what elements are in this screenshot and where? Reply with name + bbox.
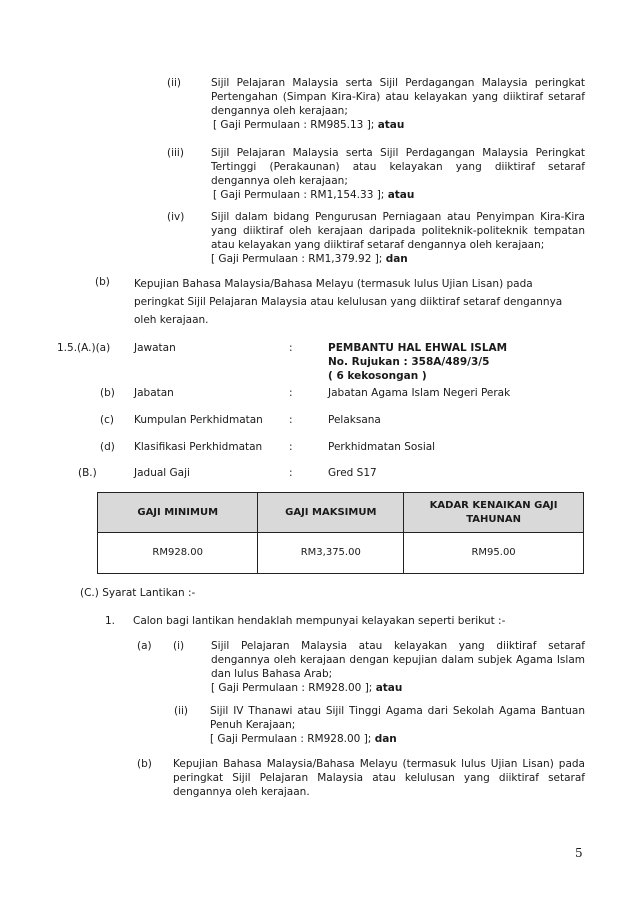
item-iv-marker: (iv) <box>167 211 185 223</box>
syarat-sub-i-conj: atau <box>375 682 403 694</box>
syarat-sub-ii-marker: (ii) <box>174 705 189 717</box>
row-jabatan-value: Jabatan Agama Islam Negeri Perak <box>328 387 511 399</box>
item-ii-body: Sijil Pelajaran Malaysia serta Sijil Perdagangan Malaysia peringkat Pertengahan (Simpan Kira-Kira) atau kelayakan yang diiktiraf setaraf dengannya oleh kerajaan; <box>211 77 585 117</box>
item-ii-gaji: [ Gaji Permulaan : RM985.13 ]; <box>213 119 375 131</box>
syarat-point-text: Calon bagi lantikan hendaklah mempunyai kelayakan seperti berikut :- <box>133 615 506 627</box>
syarat-point-number: 1. <box>105 615 116 627</box>
syarat-sub-ii-body: Sijil IV Thanawi atau Sijil Tinggi Agama dari Sekolah Agama Bantuan Penuh Kerajaan; <box>210 705 585 731</box>
value-gaji-maksimum: RM3,375.00 <box>258 533 404 574</box>
syarat-sub-ii-conj: dan <box>374 733 397 745</box>
item-ii-conj: atau <box>377 119 405 131</box>
value-kadar-kenaikan: RM95.00 <box>404 533 584 574</box>
item-iv-conj: dan <box>385 253 408 265</box>
syarat-a-marker: (a) <box>137 640 152 652</box>
salary-table-row <box>98 533 584 574</box>
syarat-sub-ii-gaji: [ Gaji Permulaan : RM928.00 ]; <box>210 733 372 745</box>
jadual-value: Gred S17 <box>328 467 377 479</box>
syarat-sub-ii-text <box>210 704 585 746</box>
row-klasifikasi-marker: (d) <box>100 441 115 453</box>
row-klasifikasi-label: Klasifikasi Perkhidmatan <box>134 441 263 453</box>
item-iv-gaji: [ Gaji Permulaan : RM1,379.92 ]; <box>211 253 383 265</box>
syarat-heading: (C.) Syarat Lantikan :- <box>80 587 196 599</box>
syarat-b-text: Kepujian Bahasa Malaysia/Bahasa Melayu (termasuk lulus Ujian Lisan) pada peringkat Sijil Pelajaran Malaysia atau kelulusan yang diiktiraf setaraf dengannya oleh kerajaan. <box>173 758 585 798</box>
jadual-marker: (B.) <box>78 467 97 479</box>
page-number: 5 <box>575 846 583 860</box>
item-iii-text <box>211 146 585 202</box>
jadual-label: Jadual Gaji <box>134 467 190 479</box>
item-b-top-marker: (b) <box>95 276 110 288</box>
rujukan-number: No. Rujukan : 358A/489/3/5 <box>328 356 490 368</box>
syarat-sub-i-marker: (i) <box>173 640 185 652</box>
jadual-colon: : <box>289 467 293 479</box>
row-jabatan-marker: (b) <box>100 387 115 399</box>
item-iii-gaji: [ Gaji Permulaan : RM1,154.33 ]; <box>213 189 385 201</box>
syarat-b-marker: (b) <box>137 758 152 770</box>
item-iii-body: Sijil Pelajaran Malaysia serta Sijil Perdagangan Malaysia Peringkat Tertinggi (Perakaunan) atau kelayakan yang diiktiraf setaraf dengannya oleh kerajaan; <box>211 147 585 187</box>
syarat-sub-i-text <box>211 639 585 695</box>
salary-table <box>97 492 584 574</box>
item-ii-text <box>211 76 585 132</box>
syarat-sub-i-body: Sijil Pelajaran Malaysia atau kelayakan yang diiktiraf setaraf dengannya oleh kerajaan dengan kepujian dalam subjek Agama Islam dan lulus Bahasa Arab; <box>211 640 585 680</box>
row-kumpulan-label: Kumpulan Perkhidmatan <box>134 414 263 426</box>
item-b-top-text: Kepujian Bahasa Malaysia/Bahasa Melayu (termasuk lulus Ujian Lisan) pada peringkat Sijil Pelajaran Malaysia atau kelulusan yang diiktiraf setaraf dengannya oleh kerajaan. <box>134 278 563 326</box>
row-jabatan-colon: : <box>289 387 293 399</box>
row-jabatan-label: Jabatan <box>134 387 174 399</box>
jawatan-block <box>328 341 507 383</box>
row-kumpulan-value: Pelaksana <box>328 414 381 426</box>
syarat-sub-i-gaji: [ Gaji Permulaan : RM928.00 ]; <box>211 682 373 694</box>
row-kumpulan-marker: (c) <box>100 414 114 426</box>
jawatan-title: PEMBANTU HAL EHWAL ISLAM <box>328 342 508 354</box>
item-iv-text <box>211 210 585 266</box>
row-klasifikasi-value: Perkhidmatan Sosial <box>328 441 436 453</box>
row-klasifikasi-colon: : <box>289 441 293 453</box>
item-iii-marker: (iii) <box>167 147 184 159</box>
value-gaji-minimum: RM928.00 <box>98 533 258 574</box>
header-gaji-maksimum: GAJI MAKSIMUM <box>258 493 404 533</box>
header-gaji-minimum: GAJI MINIMUM <box>98 493 258 533</box>
section-number: 1.5.(A.)(a) <box>57 342 111 354</box>
jawatan-label: Jawatan <box>134 342 176 354</box>
jawatan-colon: : <box>289 342 293 354</box>
header-kadar-kenaikan: KADAR KENAIKAN GAJI TAHUNAN <box>404 493 584 533</box>
salary-table-header-row <box>98 493 584 533</box>
item-iv-body: Sijil dalam bidang Pengurusan Perniagaan atau Penyimpan Kira-Kira yang diiktiraf oleh kerajaan daripada politeknik-politeknik tempatan atau kelayakan yang diiktiraf setaraf dengannya oleh kerajaan; <box>211 211 585 251</box>
item-ii-marker: (ii) <box>167 77 182 89</box>
row-kumpulan-colon: : <box>289 414 293 426</box>
item-iii-conj: atau <box>387 189 415 201</box>
kekosongan-count: ( 6 kekosongan ) <box>328 370 427 382</box>
